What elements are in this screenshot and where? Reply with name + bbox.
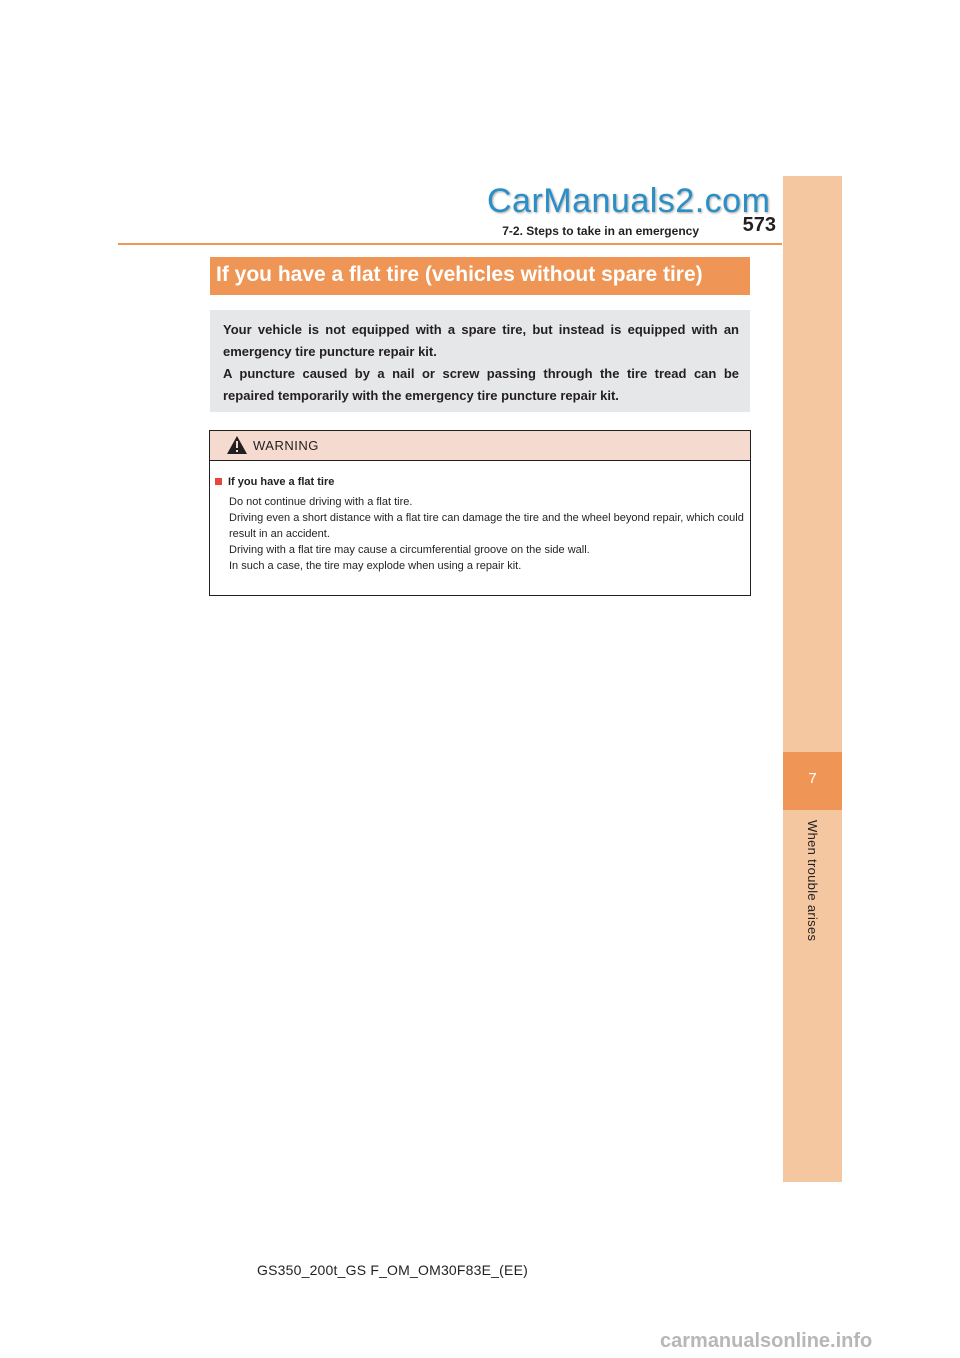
warning-item-title-text: If you have a flat tire: [228, 476, 335, 488]
chapter-title: When trouble arises: [805, 820, 820, 942]
page-number: 573: [742, 214, 776, 236]
section-title: 7-2. Steps to take in an emergency: [502, 224, 699, 238]
header-divider: [118, 243, 782, 245]
chapter-number: 7: [808, 770, 817, 787]
warning-line-3: Driving with a flat tire may cause a circumferential groove on the side wall.: [229, 544, 590, 556]
warning-line-4: In such a case, the tire may explode when using a repair kit.: [229, 560, 522, 572]
warning-line-1: Do not continue driving with a flat tire.: [229, 496, 413, 508]
warning-triangle-icon: [226, 435, 248, 455]
heading-bar: [210, 257, 750, 295]
intro-paragraph-2: A puncture caused by a nail or screw passing through the tire tread can be repaired temporarily with the emergency tire puncture repair kit.: [223, 366, 739, 403]
side-tab: [783, 176, 842, 1182]
warning-header: [210, 431, 750, 461]
intro-box: [210, 310, 750, 412]
watermark-logo: CarManuals2.com: [487, 182, 771, 220]
square-bullet-icon: [215, 478, 222, 485]
intro-paragraph-1: Your vehicle is not equipped with a spare tire, but instead is equipped with an emergency tire puncture repair kit.: [223, 322, 739, 359]
warning-label: WARNING: [253, 438, 319, 453]
page-heading: If you have a flat tire (vehicles without spare tire): [216, 263, 703, 286]
document-code: GS350_200t_GS F_OM_OM30F83E_(EE): [257, 1262, 528, 1278]
intro-text: [223, 319, 739, 407]
warning-box: [209, 430, 751, 596]
warning-item-title: [215, 476, 334, 488]
site-watermark: carmanualsonline.info: [660, 1330, 873, 1352]
warning-line-2: Driving even a short distance with a flat tire can damage the tire and the wheel beyond repair, which could result in an accident.: [229, 512, 744, 540]
warning-body: [229, 494, 744, 574]
